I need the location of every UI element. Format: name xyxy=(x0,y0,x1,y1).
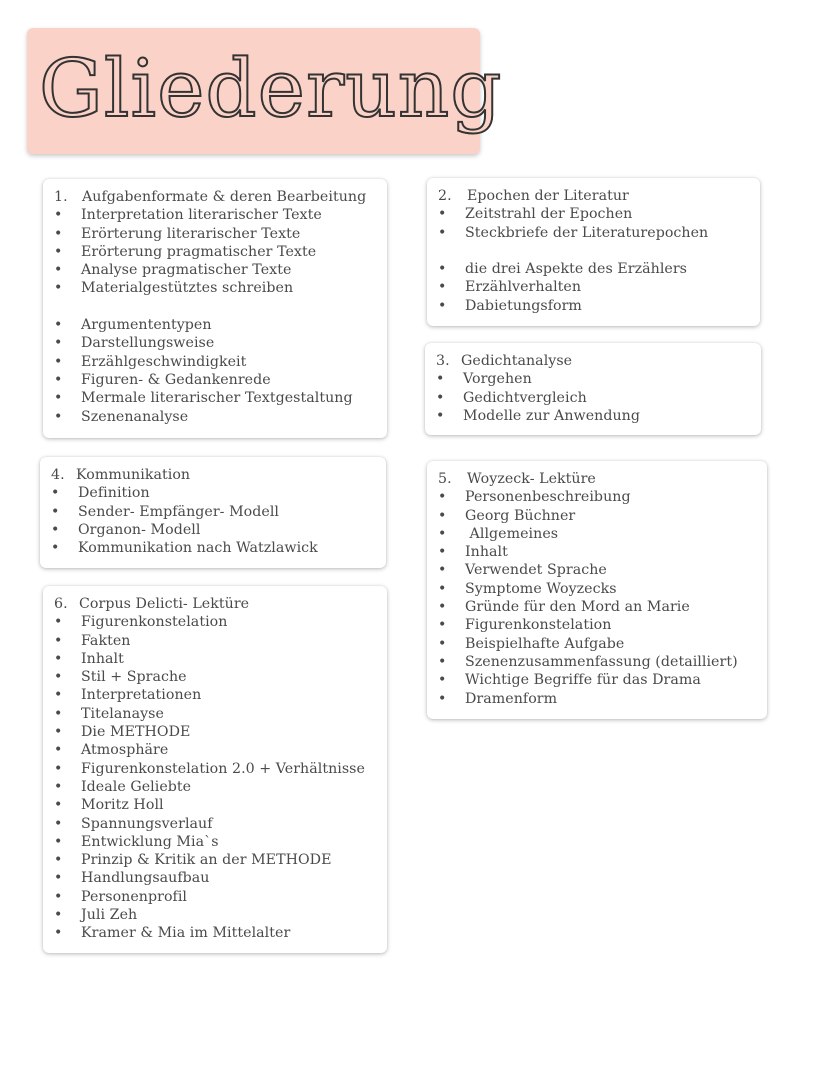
list-item: • Sender- Empfänger- Modell xyxy=(51,503,279,520)
section-title: Kommunikation xyxy=(76,467,191,483)
bullet-icon: • xyxy=(438,690,447,707)
bullet-icon: • xyxy=(51,485,60,502)
section-number: 2. xyxy=(438,188,452,204)
list-item: • Argumententypen xyxy=(54,317,212,334)
bullet-icon: • xyxy=(54,742,63,759)
list-item: • Zeitstrahl der Epochen xyxy=(438,206,633,223)
list-item: • Kommunikation nach Watzlawick xyxy=(51,540,318,557)
list-item: • Entwicklung Mia`s xyxy=(54,833,219,850)
list-item: • Erörterung literarischer Texte xyxy=(54,225,301,242)
list-item: • Vorgehen xyxy=(436,371,532,388)
bullet-icon: • xyxy=(54,280,63,297)
list-item: • Symptome Woyzecks xyxy=(438,580,617,597)
section-title: Woyzeck- Lektüre xyxy=(467,471,596,487)
section-number: 5. xyxy=(438,471,452,487)
list-item: • Erzählverhalten xyxy=(438,279,582,296)
section-title: Gedichtanalyse xyxy=(461,353,573,369)
bullet-icon: • xyxy=(54,705,63,722)
list-item: • Dabietungsform xyxy=(438,297,582,314)
bullet-icon: • xyxy=(51,503,60,520)
bullet-icon: • xyxy=(54,888,63,905)
list-item: • Figurenkonstelation 2.0 + Verhältnisse xyxy=(54,760,365,777)
bullet-icon: • xyxy=(438,489,447,506)
bullet-icon: • xyxy=(54,614,63,631)
bullet-icon: • xyxy=(438,279,447,296)
list-item: • Fakten xyxy=(54,632,131,649)
bullet-icon: • xyxy=(51,521,60,538)
bullet-icon: • xyxy=(54,207,63,224)
list-item: • Szenenzusammenfassung (detailliert) xyxy=(438,653,738,670)
list-item: • Georg Büchner xyxy=(438,507,576,524)
bullet-icon: • xyxy=(438,635,447,652)
list-item: • Inhalt xyxy=(438,544,508,561)
list-item: • Gedichtvergleich xyxy=(436,389,587,406)
bullet-icon: • xyxy=(54,335,63,352)
list-item: • Atmosphäre xyxy=(54,742,169,759)
list-item: • Figurenkonstelation xyxy=(54,614,228,631)
bullet-icon: • xyxy=(54,632,63,649)
bullet-icon: • xyxy=(54,724,63,741)
bullet-icon: • xyxy=(54,797,63,814)
bullet-icon: • xyxy=(54,760,63,777)
section-card-3 xyxy=(425,343,761,435)
section-title: Aufgabenformate & deren Bearbeitung xyxy=(82,189,367,205)
list-item: • Titelanayse xyxy=(54,705,164,722)
list-item: • Steckbriefe der Literaturepochen xyxy=(438,224,709,241)
list-item: • Interpretation literarischer Texte xyxy=(54,207,322,224)
bullet-icon: • xyxy=(438,525,447,542)
list-item: • Prinzip & Kritik an der METHODE xyxy=(54,852,332,869)
section-heading xyxy=(436,352,761,370)
list-item: • Handlungsaufbau xyxy=(54,870,210,887)
bullet-icon: • xyxy=(438,672,447,689)
bullet-icon: • xyxy=(54,833,63,850)
page-title: Gliederung xyxy=(39,42,503,135)
bullet-icon: • xyxy=(54,353,63,370)
section-card-2 xyxy=(427,178,760,326)
bullet-icon: • xyxy=(436,389,445,406)
list-item: • Gründe für den Mord an Marie xyxy=(438,599,690,616)
list-item: • Darstellungsweise xyxy=(54,335,215,352)
bullet-icon: • xyxy=(54,907,63,924)
section-card-6 xyxy=(43,586,387,953)
bullet-icon: • xyxy=(54,815,63,832)
list-item: • Figurenkonstelation xyxy=(438,617,612,634)
list-item: • Figuren- & Gedankenrede xyxy=(54,371,271,388)
section-heading xyxy=(438,187,760,205)
bullet-icon: • xyxy=(438,297,447,314)
section-number: 1. xyxy=(54,189,68,205)
list-item: • Ideale Geliebte xyxy=(54,778,192,795)
list-item: • Juli Zeh xyxy=(54,907,138,924)
section-card-4 xyxy=(40,457,386,568)
list-item: • Beispielhafte Aufgabe xyxy=(438,635,625,652)
spacer xyxy=(438,242,760,260)
section-title: Corpus Delicti- Lektüre xyxy=(79,596,250,612)
bullet-icon: • xyxy=(438,507,447,524)
bullet-icon: • xyxy=(54,371,63,388)
section-heading xyxy=(438,470,767,488)
bullet-icon: • xyxy=(54,925,63,942)
section-title: Epochen der Literatur xyxy=(467,188,629,204)
bullet-icon: • xyxy=(54,687,63,704)
list-item: • Analyse pragmatischer Texte xyxy=(54,262,292,279)
bullet-icon: • xyxy=(54,390,63,407)
list-item: • Mermale literarischer Textgestaltung xyxy=(54,390,353,407)
list-item: • Spannungsverlauf xyxy=(54,815,213,832)
section-card-1 xyxy=(43,179,387,438)
bullet-icon: • xyxy=(54,669,63,686)
bullet-icon: • xyxy=(438,562,447,579)
section-number: 6. xyxy=(54,596,68,612)
list-item: • Verwendet Sprache xyxy=(438,562,607,579)
list-item: • Personenprofil xyxy=(54,888,188,905)
spacer xyxy=(54,298,387,316)
bullet-icon: • xyxy=(436,407,445,424)
list-item: • Materialgestütztes schreiben xyxy=(54,280,294,297)
bullet-icon: • xyxy=(54,262,63,279)
list-item: • Inhalt xyxy=(54,650,124,667)
bullet-icon: • xyxy=(438,224,447,241)
list-item: • Stil + Sprache xyxy=(54,669,187,686)
list-item: • Personenbeschreibung xyxy=(438,489,631,506)
bullet-icon: • xyxy=(54,225,63,242)
list-item: • Erzählgeschwindigkeit xyxy=(54,353,247,370)
list-item: • Szenenanalyse xyxy=(54,408,189,425)
bullet-icon: • xyxy=(51,540,60,557)
bullet-icon: • xyxy=(54,243,63,260)
list-item: • Organon- Modell xyxy=(51,521,201,538)
section-card-5 xyxy=(427,461,767,719)
bullet-icon: • xyxy=(54,317,63,334)
list-item: • Moritz Holl xyxy=(54,797,164,814)
section-heading xyxy=(54,595,387,613)
bullet-icon: • xyxy=(438,580,447,597)
list-item: • Modelle zur Anwendung xyxy=(436,407,640,424)
list-item: • Dramenform xyxy=(438,690,558,707)
section-number: 3. xyxy=(436,353,450,369)
list-item: • Die METHODE xyxy=(54,724,191,741)
list-item: • Allgemeines xyxy=(438,525,559,542)
bullet-icon: • xyxy=(438,544,447,561)
list-item: • Erörterung pragmatischer Texte xyxy=(54,243,317,260)
bullet-icon: • xyxy=(54,408,63,425)
bullet-icon: • xyxy=(54,870,63,887)
bullet-icon: • xyxy=(438,206,447,223)
bullet-icon: • xyxy=(54,650,63,667)
section-heading xyxy=(54,188,387,206)
bullet-icon: • xyxy=(54,852,63,869)
bullet-icon: • xyxy=(54,778,63,795)
section-number: 4. xyxy=(51,467,65,483)
bullet-icon: • xyxy=(438,653,447,670)
bullet-icon: • xyxy=(438,617,447,634)
list-item: • Interpretationen xyxy=(54,687,202,704)
list-item: • Definition xyxy=(51,485,150,502)
list-item: • Kramer & Mia im Mittelalter xyxy=(54,925,291,942)
list-item: • die drei Aspekte des Erzählers xyxy=(438,261,688,278)
bullet-icon: • xyxy=(438,599,447,616)
title-banner xyxy=(27,28,503,154)
bullet-icon: • xyxy=(436,371,445,388)
list-item: • Wichtige Begriffe für das Drama xyxy=(438,672,701,689)
section-heading xyxy=(51,466,386,484)
bullet-icon: • xyxy=(438,261,447,278)
